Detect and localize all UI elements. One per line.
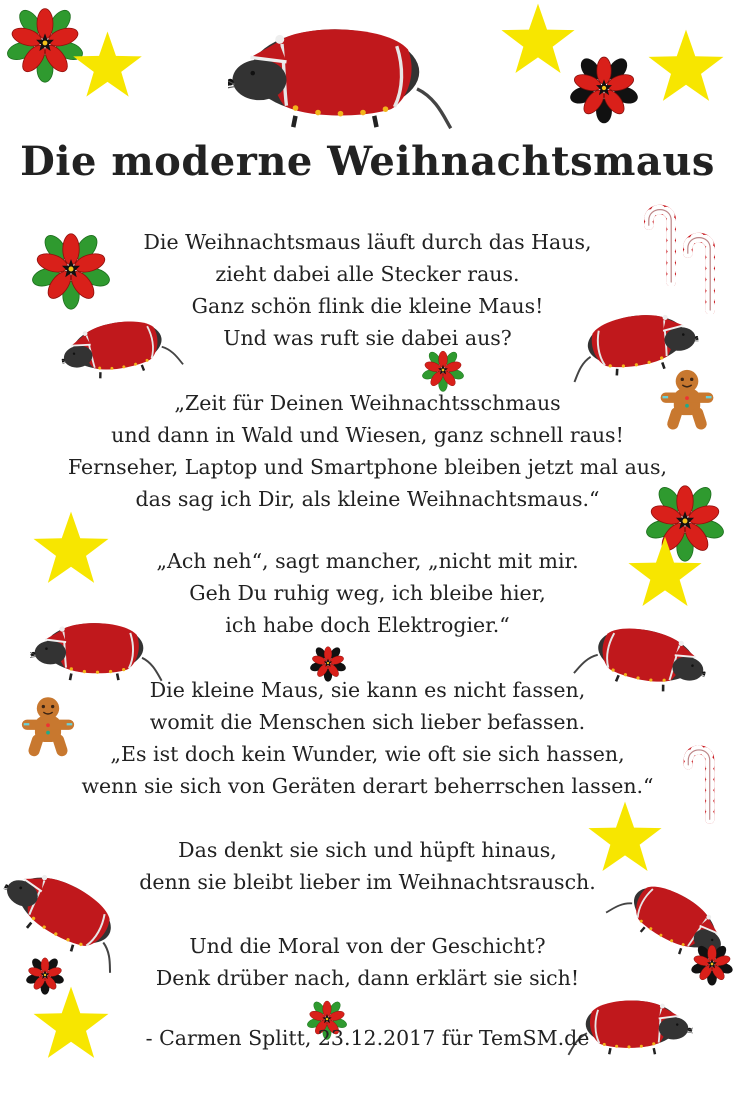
poem-line: denn sie bleibt lieber im Weihnachtsrausch. [139,870,596,894]
author-signature: - Carmen Splitt, 23.12.2017 für TemSM.de [145,1026,590,1050]
poem-line: Ganz schön flink die kleine Maus! [191,294,544,318]
poem-line: Und was ruft sie dabei aus? [223,326,512,350]
stanza-6 [0,930,735,994]
stanza-5 [0,834,735,898]
poem-line: Fernseher, Laptop und Smartphone bleiben jetzt mal aus, [67,455,668,479]
poinsettia-icon [421,348,465,392]
stanza-4 [0,674,735,802]
poem-line: „Ach neh“, sagt mancher, „nicht mit mir. [156,549,579,573]
poem-line: Geh Du ruhig weg, ich bleibe hier, [189,581,546,605]
poem-line: „Zeit für Deinen Weihnachtsschmaus [174,391,561,415]
poem-line: Die kleine Maus, sie kann es nicht fassen, [149,678,586,702]
poinsettia-icon [568,52,640,124]
poem-line: womit die Menschen sich lieber befassen. [149,710,586,734]
star-icon [645,28,727,110]
star-icon [498,2,578,82]
poem-line: Denk drüber nach, dann erklärt sie sich! [155,966,580,990]
poem-line: Das denkt sie sich und hüpft hinaus, [178,838,557,862]
poem-line: Und die Moral von der Geschicht? [189,934,546,958]
poem-line: zieht dabei alle Stecker raus. [215,262,520,286]
poem-line: und dann in Wald und Wiesen, ganz schnell raus! [111,423,624,447]
stanza-3 [0,545,735,641]
poem-line: ich habe doch Elektrogier.“ [225,613,510,637]
poem-line: wenn sie sich von Geräten derart beherrschen lassen.“ [81,774,654,798]
star-icon [70,30,145,105]
stanza-2 [0,387,735,515]
poem-line: „Es ist doch kein Wunder, wie oft sie sich hassen, [110,742,625,766]
page-title: Die moderne Weihnachtsmaus [20,138,715,185]
poem-line: das sag ich Dir, als kleine Weihnachtsmaus.“ [135,487,600,511]
stanza-1 [0,226,735,354]
poem-line: Die Weihnachtsmaus läuft durch das Haus, [143,230,592,254]
mouse-icon [228,10,453,134]
